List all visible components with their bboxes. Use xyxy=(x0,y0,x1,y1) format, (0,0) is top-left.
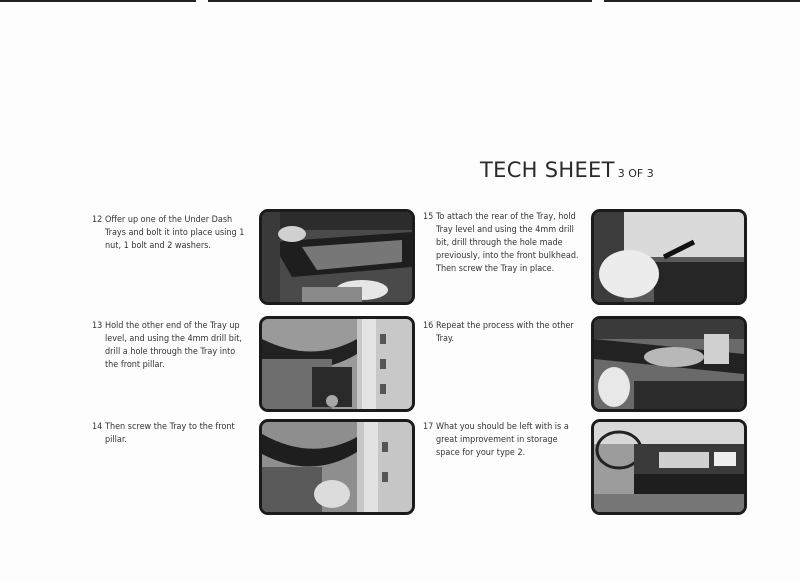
step-number: 13 xyxy=(92,321,103,331)
page-title xyxy=(480,158,654,182)
step-description: Repeat the process with the other Tray. xyxy=(436,321,574,344)
step-number: 17 xyxy=(423,422,434,432)
step-14-text xyxy=(92,421,250,447)
step-14-photo xyxy=(259,419,415,515)
step-12-text xyxy=(92,214,250,253)
step-number: 14 xyxy=(92,422,103,432)
step-17-text xyxy=(423,421,581,460)
step-16-photo xyxy=(591,316,747,412)
step-13-photo xyxy=(259,316,415,412)
step-13-text xyxy=(92,320,250,372)
step-number: 12 xyxy=(92,215,103,225)
step-17-photo xyxy=(591,419,747,515)
step-16-text xyxy=(423,320,581,346)
step-description: To attach the rear of the Tray, hold Tray level and using the 4mm drill bit, drill through the hole made previously, into the front bulkhead. Then screw the Tray in place. xyxy=(436,212,579,274)
step-description: What you should be left with is a great improvement in storage space for your type 2. xyxy=(436,422,569,458)
page-indicator: 3 OF 3 xyxy=(617,167,654,181)
title-text: TECH SHEET xyxy=(480,158,615,183)
step-12-photo xyxy=(259,209,415,305)
step-15-text xyxy=(423,211,581,276)
step-description: Offer up one of the Under Dash Trays and bolt it into place using 1 nut, 1 bolt and 2 washers. xyxy=(105,215,245,251)
step-number: 16 xyxy=(423,321,434,331)
step-description: Then screw the Tray to the front pillar. xyxy=(105,422,235,445)
top-border-line xyxy=(604,0,800,2)
step-number: 15 xyxy=(423,212,434,222)
step-15-photo xyxy=(591,209,747,305)
top-border-line xyxy=(208,0,592,2)
step-description: Hold the other end of the Tray up level, and using the 4mm drill bit, drill a hole through the Tray into the front pillar. xyxy=(105,321,242,370)
top-border-line xyxy=(0,0,196,2)
